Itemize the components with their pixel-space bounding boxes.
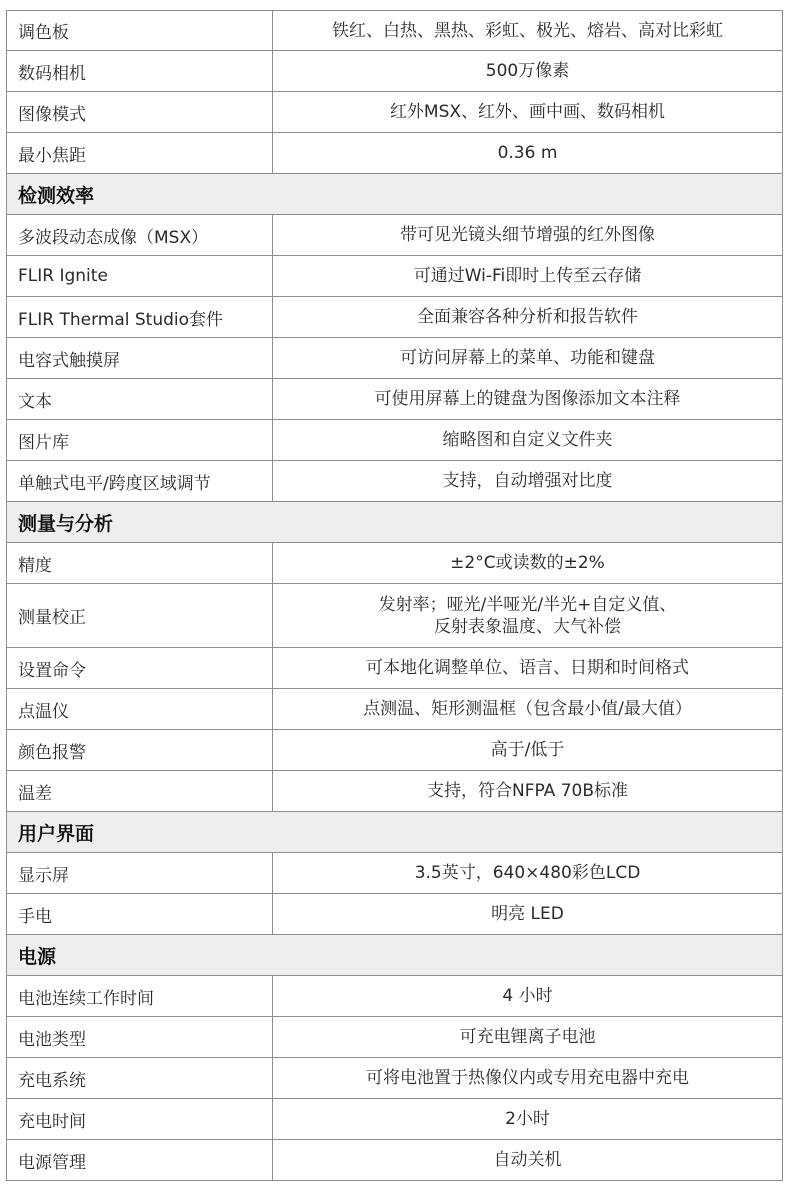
spec-label: 颜色报警	[7, 730, 273, 770]
spec-value: 高于/低于	[490, 740, 565, 760]
spec-table	[6, 10, 783, 1181]
spec-value: 自动关机	[493, 1150, 562, 1170]
spec-row	[7, 648, 782, 689]
spec-label: 精度	[7, 543, 273, 583]
spec-value: 500万像素	[485, 61, 570, 81]
spec-value: 3.5英寸，640×480彩色LCD	[414, 863, 641, 883]
spec-value: 可本地化调整单位、语言、日期和时间格式	[366, 658, 689, 678]
spec-value: ±2°C或读数的±2%	[450, 553, 605, 573]
spec-label: 设置命令	[7, 648, 273, 688]
spec-value: 可使用屏幕上的键盘为图像添加文本注释	[374, 389, 681, 409]
spec-row	[7, 1017, 782, 1058]
spec-value: 红外MSX、红外、画中画、数码相机	[389, 102, 666, 122]
spec-label: 测量校正	[7, 584, 273, 647]
spec-row	[7, 853, 782, 894]
spec-value: 点测温、矩形测温框（包含最小值/最大值）	[363, 699, 692, 719]
spec-label: 电池类型	[7, 1017, 273, 1057]
spec-row	[7, 256, 782, 297]
spec-row	[7, 420, 782, 461]
spec-value: 铁红、白热、黑热、彩虹、极光、熔岩、高对比彩虹	[332, 20, 723, 41]
spec-row	[7, 584, 782, 648]
spec-label: 单触式电平/跨度区域调节	[7, 461, 273, 501]
section-header: 检测效率	[7, 174, 782, 215]
spec-row	[7, 338, 782, 379]
spec-label: 数码相机	[7, 51, 273, 91]
spec-label: 多波段动态成像（MSX）	[7, 215, 273, 255]
spec-label: 电池连续工作时间	[7, 976, 273, 1016]
spec-label: 图像模式	[7, 92, 273, 132]
spec-label: 电容式触摸屏	[7, 338, 273, 378]
spec-row	[7, 689, 782, 730]
section-header: 测量与分析	[7, 502, 782, 543]
spec-label: 点温仪	[7, 689, 273, 729]
spec-value: 可将电池置于热像仪内或专用充电器中充电	[366, 1068, 689, 1088]
spec-row	[7, 51, 782, 92]
spec-row	[7, 461, 782, 502]
spec-value: 支持，符合NFPA 70B标准	[427, 781, 628, 801]
spec-label: FLIR Ignite	[7, 256, 273, 296]
spec-label: 充电时间	[7, 1099, 273, 1139]
spec-value: 全面兼容各种分析和报告软件	[417, 307, 638, 327]
spec-value: 可通过Wi-Fi即时上传至云存储	[413, 266, 642, 286]
spec-value: 发射率；哑光/半哑光/半光+自定义值、 反射表象温度、大气补偿	[378, 594, 677, 637]
spec-label: 温差	[7, 771, 273, 811]
spec-row	[7, 133, 782, 174]
spec-label: 显示屏	[7, 853, 273, 893]
spec-label: 充电系统	[7, 1058, 273, 1098]
spec-value: 2小时	[505, 1109, 550, 1129]
spec-row	[7, 894, 782, 935]
spec-row	[7, 215, 782, 256]
spec-row	[7, 1140, 782, 1181]
spec-row	[7, 1099, 782, 1140]
spec-row	[7, 379, 782, 420]
spec-value: 支持，自动增强对比度	[442, 471, 613, 491]
spec-value: 明亮 LED	[491, 904, 564, 924]
spec-label: 图片库	[7, 420, 273, 460]
spec-row	[7, 976, 782, 1017]
spec-row	[7, 543, 782, 584]
section-header: 用户界面	[7, 812, 782, 853]
spec-value: 4 小时	[502, 986, 553, 1006]
spec-label: 文本	[7, 379, 273, 419]
section-header: 电源	[7, 935, 782, 976]
spec-label: 调色板	[7, 11, 273, 50]
spec-label: 手电	[7, 894, 273, 934]
spec-value: 缩略图和自定义文件夹	[442, 430, 613, 450]
spec-row	[7, 10, 782, 51]
spec-label: FLIR Thermal Studio套件	[7, 297, 273, 337]
spec-row	[7, 297, 782, 338]
spec-row	[7, 771, 782, 812]
spec-value: 带可见光镜头细节增强的红外图像	[400, 225, 655, 245]
spec-row	[7, 92, 782, 133]
spec-row	[7, 730, 782, 771]
spec-value: 0.36 m	[497, 143, 558, 163]
spec-row	[7, 1058, 782, 1099]
spec-label: 电源管理	[7, 1140, 273, 1180]
spec-label: 最小焦距	[7, 133, 273, 173]
spec-value: 可访问屏幕上的菜单、功能和键盘	[400, 348, 655, 368]
spec-value: 可充电锂离子电池	[459, 1027, 596, 1047]
